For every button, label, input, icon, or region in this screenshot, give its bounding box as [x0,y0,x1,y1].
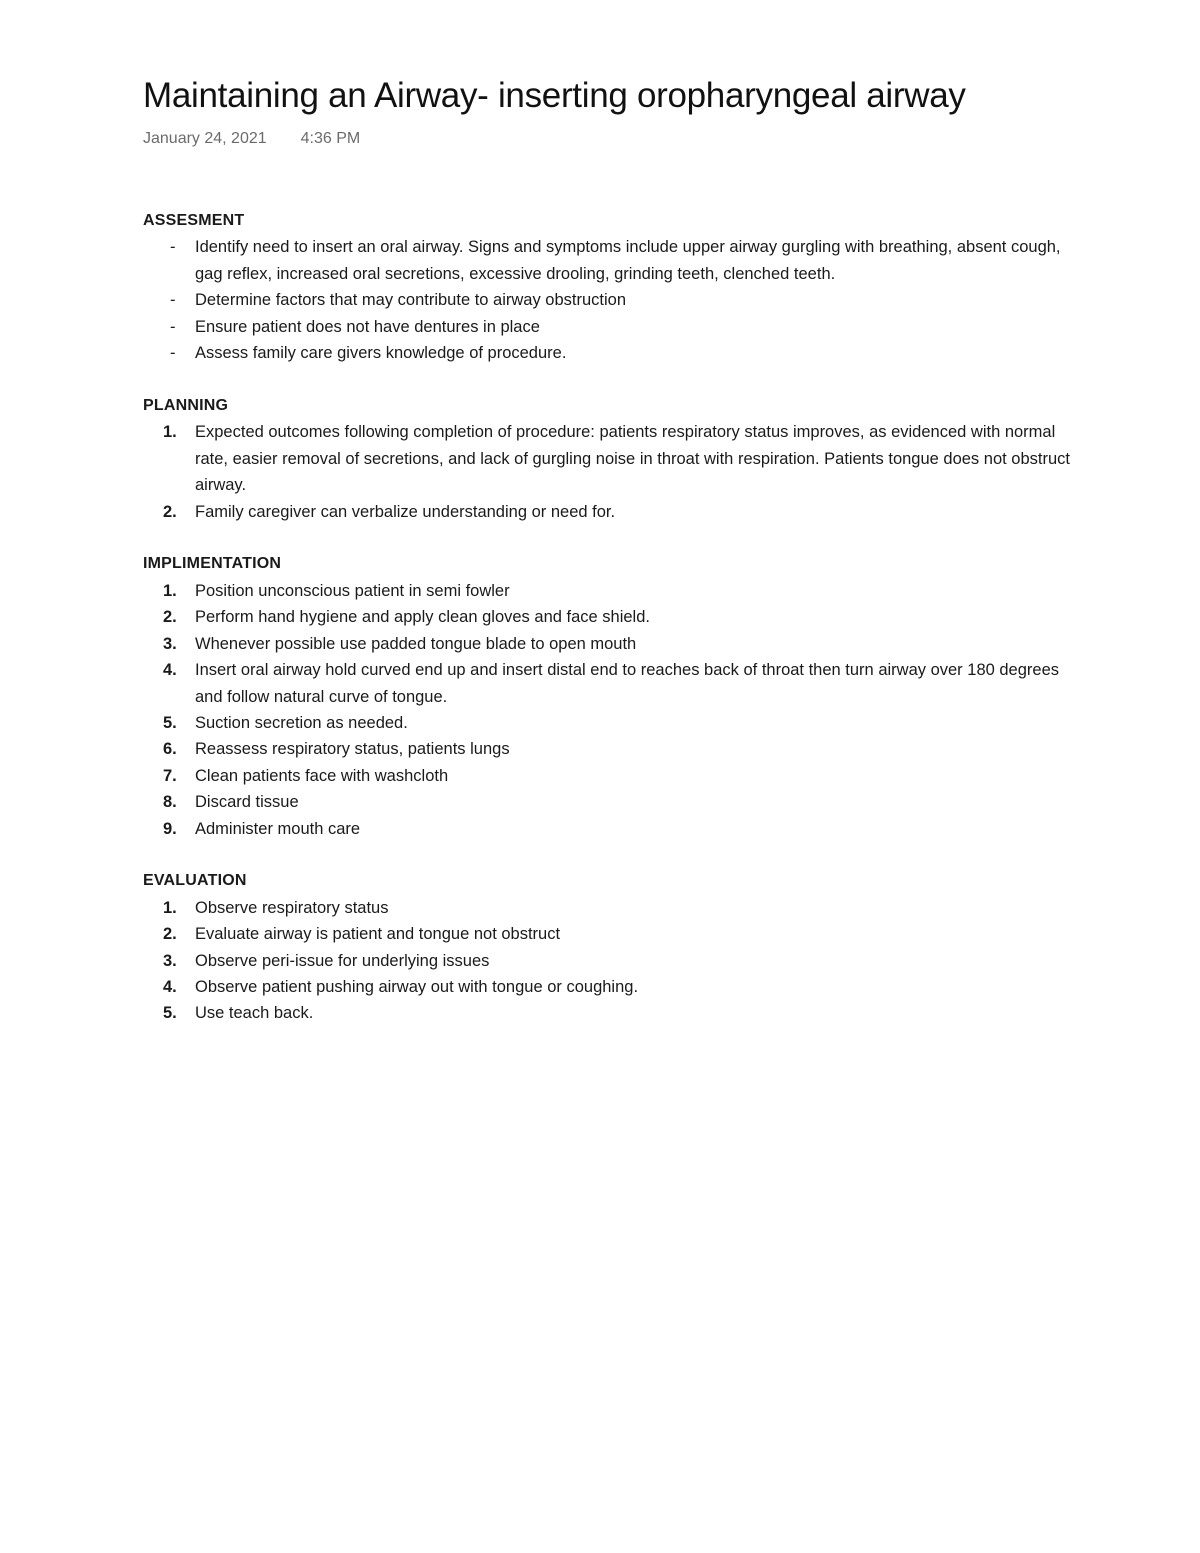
page-meta [143,128,1083,150]
section-heading: EVALUATION [143,872,247,890]
list-item [143,710,1083,736]
list-item-text: Identify need to insert an oral airway. Signs and symptoms include upper airway gurgling with breathing, absent cough, gag reflex, increased oral secretions, excessive drooling, grinding teeth, clenched teeth. [195,238,1061,283]
list-item [143,895,1083,921]
list-item-text: Family caregiver can verbalize understanding or need for. [195,502,616,521]
list-item-text: Discard tissue [195,793,299,812]
section-assessment [143,208,1083,366]
list-marker: 4. [163,978,177,997]
list-item [143,1000,1083,1026]
page-date: January 24, 2021 [143,130,267,147]
list-item-text: Position unconscious patient in semi fowler [195,581,510,600]
section-implementation [143,551,1083,841]
list-item-text: Perform hand hygiene and apply clean gloves and face shield. [195,608,650,627]
list-item [143,578,1083,604]
list-marker: 9. [163,819,177,838]
list-item [143,631,1083,657]
list-marker: - [170,238,176,257]
section-heading: PLANNING [143,396,229,414]
assessment-list [143,234,1083,366]
list-marker: 3. [163,634,177,653]
list-item [143,604,1083,630]
list-item-text: Observe respiratory status [195,898,389,917]
page-title: Maintaining an Airway- inserting oropharyngeal airway [143,76,966,115]
evaluation-list [143,895,1083,1027]
list-item [143,948,1083,974]
list-item [143,499,1083,525]
list-marker: 6. [163,740,177,759]
list-item-text: Ensure patient does not have dentures in place [195,317,540,336]
list-item [143,816,1083,842]
list-item [143,763,1083,789]
list-marker: 5. [163,1004,177,1023]
list-item-text: Expected outcomes following completion of procedure: patients respiratory status improves, as evidenced with normal rate, easier removal of secretions, and lack of gurgling noise in throat with respiration. Patients tongue does not obstruct airway. [195,423,1070,495]
list-item-text: Use teach back. [195,1004,314,1023]
document-page [143,74,1083,1027]
list-item [143,419,1083,498]
section-planning [143,393,1083,525]
list-item [143,974,1083,1000]
list-item [143,234,1083,287]
list-item-text: Observe peri-issue for underlying issues [195,951,490,970]
list-item [143,789,1083,815]
section-heading: IMPLIMENTATION [143,555,282,573]
list-marker: - [170,344,176,363]
list-marker: 4. [163,661,177,680]
list-marker: 3. [163,951,177,970]
list-marker: - [170,291,176,310]
section-heading: ASSESMENT [143,212,245,229]
list-marker: - [170,317,176,336]
list-item [143,921,1083,947]
list-marker: 2. [163,502,177,521]
implementation-list [143,578,1083,842]
list-marker: 8. [163,793,177,812]
list-item-text: Insert oral airway hold curved end up and insert distal end to reaches back of throat then turn airway over 180 degrees and follow natural curve of tongue. [195,661,1060,706]
list-item-text: Determine factors that may contribute to airway obstruction [195,291,627,310]
list-marker: 7. [163,766,177,785]
list-item-text: Reassess respiratory status, patients lungs [195,740,510,759]
list-item-text: Evaluate airway is patient and tongue not obstruct [195,925,561,944]
list-item-text: Administer mouth care [195,819,361,838]
list-marker: 2. [163,608,177,627]
list-item-text: Assess family care givers knowledge of procedure. [195,344,567,363]
list-marker: 1. [163,581,177,600]
list-marker: 2. [163,925,177,944]
list-item [143,736,1083,762]
list-item-text: Observe patient pushing airway out with tongue or coughing. [195,978,639,997]
list-marker: 1. [163,898,177,917]
list-item-text: Clean patients face with washcloth [195,766,449,785]
list-item [143,314,1083,340]
list-item [143,657,1083,710]
list-marker: 5. [163,713,177,732]
list-item-text: Whenever possible use padded tongue blade to open mouth [195,634,637,653]
section-evaluation [143,868,1083,1026]
list-item [143,340,1083,366]
list-marker: 1. [163,423,177,442]
list-item [143,287,1083,313]
planning-list [143,419,1083,525]
list-item-text: Suction secretion as needed. [195,713,408,732]
page-time: 4:36 PM [300,130,361,147]
